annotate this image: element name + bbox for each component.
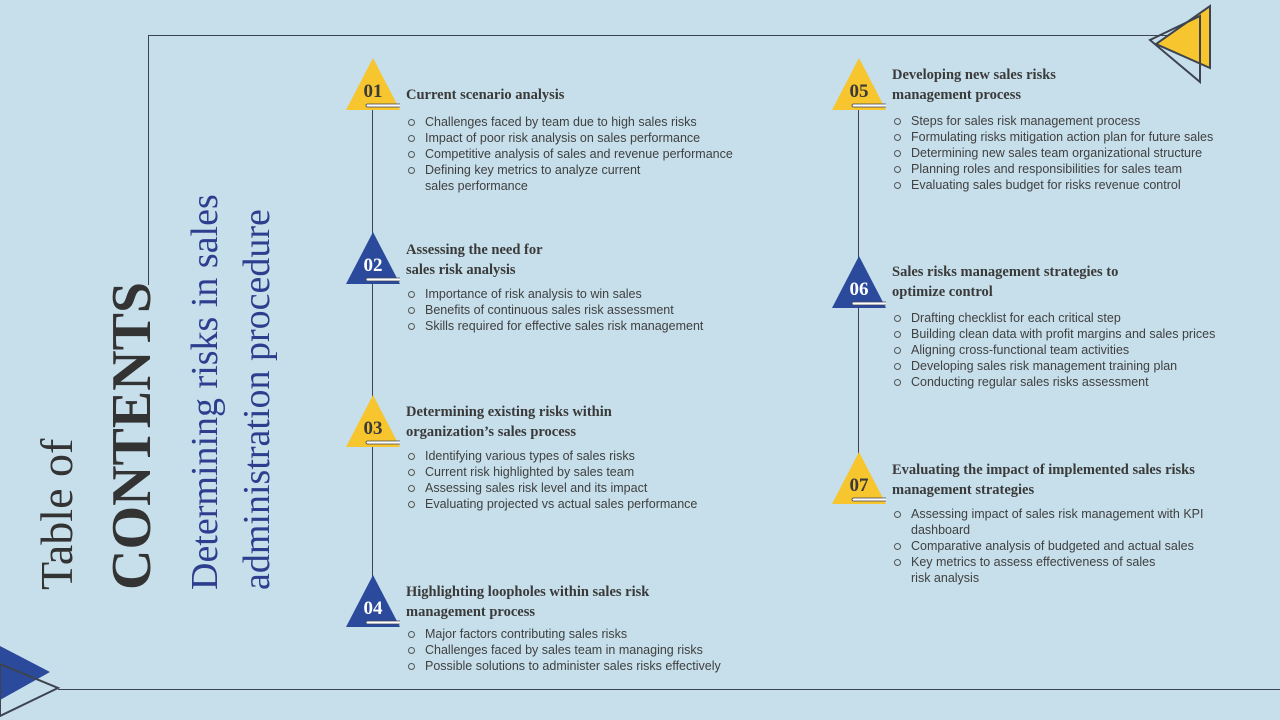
section-marker-01 — [346, 58, 400, 110]
list-item — [406, 318, 703, 334]
heading-line: organization’s sales process — [406, 424, 576, 440]
list-item — [892, 342, 1215, 358]
list-item — [892, 538, 1203, 554]
list-item — [406, 626, 721, 642]
decorative-triangles-top-right — [1148, 4, 1214, 86]
heading-line: Evaluating the impact of implemented sales risks — [892, 462, 1195, 478]
item-text: Developing sales risk management training plan — [911, 359, 1178, 373]
section-marker-02 — [346, 232, 400, 284]
item-text: Challenges faced by sales team in managing risks — [425, 643, 703, 657]
heading-line: Developing new sales risks — [892, 67, 1056, 83]
section-marker-03 — [346, 395, 400, 447]
list-item — [892, 358, 1215, 374]
list-item — [406, 448, 697, 464]
heading-line: optimize control — [892, 284, 993, 300]
heading-line: management process — [406, 604, 536, 620]
heading-line: Determining existing risks within — [406, 404, 612, 420]
list-item — [892, 310, 1215, 326]
section-07-heading — [892, 460, 1195, 500]
subtitle-line-2: administration procedure — [236, 209, 278, 590]
item-text: Major factors contributing sales risks — [425, 627, 628, 641]
frame-line-top — [148, 35, 1210, 36]
section-marker-06 — [832, 256, 886, 308]
timeline-left — [372, 108, 373, 600]
item-text: Benefits of continuous sales risk assessment — [425, 303, 674, 317]
list-item — [892, 145, 1213, 161]
list-item — [892, 554, 1203, 586]
heading-line: Current scenario analysis — [406, 87, 565, 103]
item-text: Skills required for effective sales risk management — [425, 319, 704, 333]
list-item — [892, 326, 1215, 342]
list-item — [406, 286, 703, 302]
section-number: 02 — [363, 255, 383, 276]
section-04-items — [406, 626, 721, 674]
list-item — [406, 302, 703, 318]
section-06-heading — [892, 262, 1118, 302]
heading-line: Assessing the need for — [406, 242, 543, 258]
subtitle-line-1: Determining risks in sales — [184, 194, 226, 590]
list-item — [406, 114, 733, 130]
section-06-items — [892, 310, 1215, 390]
heading-line: Sales risks management strategies to — [892, 264, 1119, 280]
list-item — [892, 113, 1213, 129]
section-marker-04 — [346, 575, 400, 627]
item-text: dashboard — [911, 523, 971, 537]
item-text: Comparative analysis of budgeted and actual sales — [911, 539, 1194, 553]
item-text: Drafting checklist for each critical step — [911, 311, 1121, 325]
item-text: Possible solutions to administer sales risks effectively — [425, 659, 721, 673]
item-text: Building clean data with profit margins and sales prices — [911, 327, 1216, 341]
section-07-items — [892, 506, 1203, 586]
item-text: Evaluating sales budget for risks revenue control — [911, 178, 1181, 192]
item-text: Defining key metrics to analyze current — [425, 163, 641, 177]
title-table-of: Table of — [31, 438, 82, 590]
item-text: Steps for sales risk management process — [911, 114, 1141, 128]
heading-line: Highlighting loopholes within sales risk — [406, 584, 650, 600]
item-text: Challenges faced by team due to high sales risks — [425, 115, 697, 129]
item-text: Assessing impact of sales risk management with KPI — [911, 507, 1204, 521]
item-text: Planning roles and responsibilities for sales team — [911, 162, 1182, 176]
item-text: Evaluating projected vs actual sales performance — [425, 497, 698, 511]
section-01-heading — [406, 85, 564, 105]
list-item — [406, 496, 697, 512]
list-item — [406, 130, 733, 146]
section-04-heading — [406, 582, 649, 622]
item-text: Competitive analysis of sales and revenue performance — [425, 147, 733, 161]
section-03-heading — [406, 402, 612, 442]
list-item — [406, 146, 733, 162]
section-01-items — [406, 114, 733, 194]
title-contents: CONTENTS — [101, 281, 163, 590]
heading-line: management process — [892, 87, 1022, 103]
section-02-items — [406, 286, 703, 334]
list-item — [406, 464, 697, 480]
list-item — [406, 162, 733, 194]
section-05-heading — [892, 65, 1056, 105]
list-item — [892, 129, 1213, 145]
item-text: risk analysis — [911, 571, 980, 585]
list-item — [892, 506, 1203, 538]
decorative-triangles-bottom-left — [0, 644, 62, 720]
section-05-items — [892, 113, 1213, 193]
item-text: Importance of risk analysis to win sales — [425, 287, 642, 301]
section-03-items — [406, 448, 697, 512]
section-marker-07 — [832, 452, 886, 504]
section-marker-05 — [832, 58, 886, 110]
item-text: Formulating risks mitigation action plan for future sales — [911, 130, 1214, 144]
item-text: Key metrics to assess effectiveness of sales — [911, 555, 1156, 569]
list-item — [892, 374, 1215, 390]
section-number: 04 — [363, 598, 383, 619]
item-text: Conducting regular sales risks assessment — [911, 375, 1149, 389]
list-item — [892, 177, 1213, 193]
item-text: Aligning cross-functional team activities — [911, 343, 1130, 357]
item-text: Determining new sales team organizational structure — [911, 146, 1203, 160]
item-text: Impact of poor risk analysis on sales performance — [425, 131, 701, 145]
section-number: 06 — [849, 279, 869, 300]
heading-line: management strategies — [892, 482, 1035, 498]
item-text: Identifying various types of sales risks — [425, 449, 635, 463]
section-number: 07 — [849, 475, 869, 496]
section-number: 01 — [363, 81, 383, 102]
list-item — [892, 161, 1213, 177]
list-item — [406, 642, 721, 658]
section-number: 05 — [849, 81, 869, 102]
item-text: Assessing sales risk level and its impact — [425, 481, 648, 495]
frame-line-bottom — [58, 689, 1280, 690]
heading-line: sales risk analysis — [406, 262, 516, 278]
section-number: 03 — [363, 418, 383, 439]
section-02-heading — [406, 240, 543, 280]
item-text: sales performance — [425, 179, 528, 193]
item-text: Current risk highlighted by sales team — [425, 465, 635, 479]
frame-line-left — [148, 35, 149, 285]
list-item — [406, 480, 697, 496]
list-item — [406, 658, 721, 674]
